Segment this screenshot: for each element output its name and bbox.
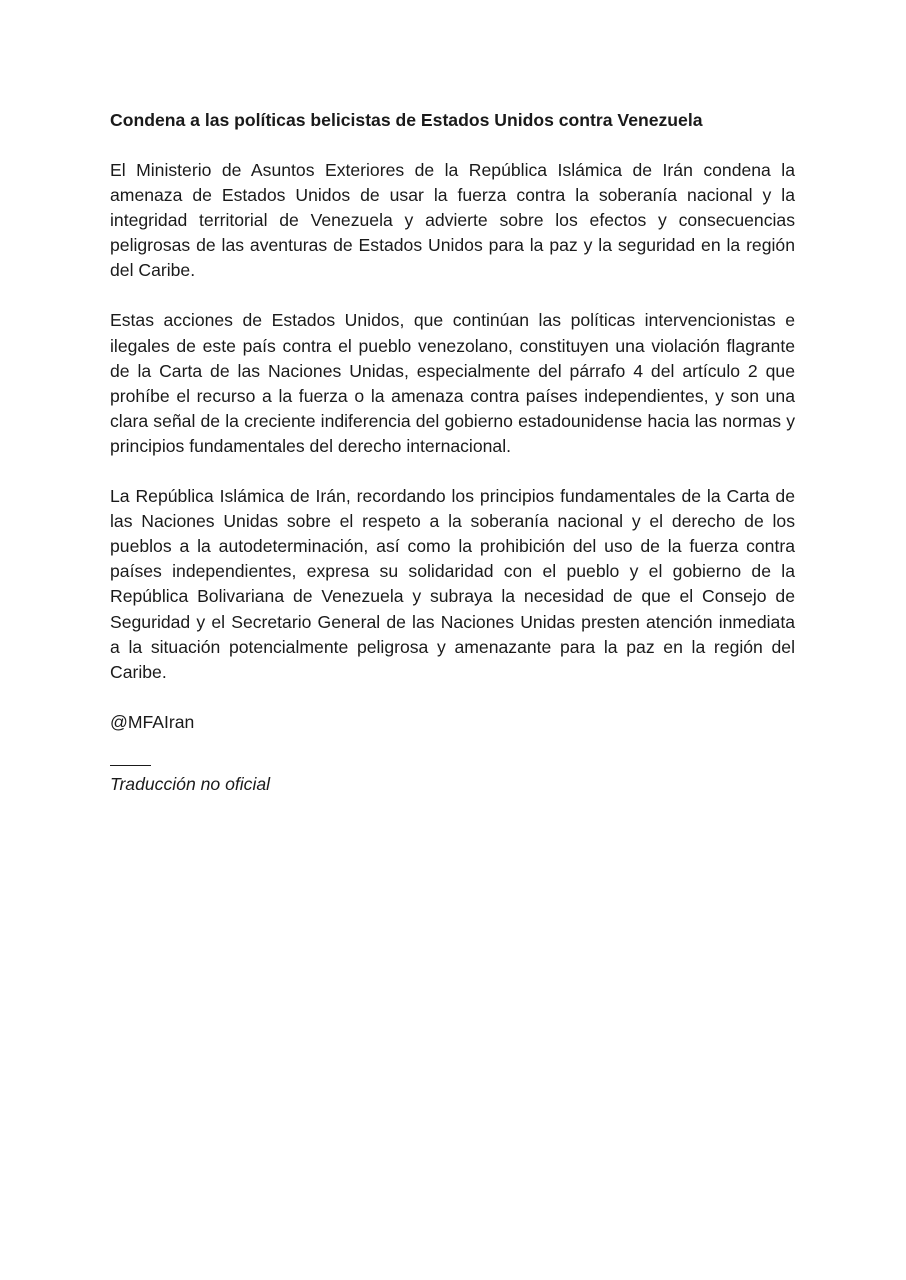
paragraph-1: El Ministerio de Asuntos Exteriores de la República Islámica de Irán condena la amenaza de Estados Unidos de usar la fuerza contra la soberanía nacional y la integridad territorial de Venezuela y advierte sobre los efectos y consecuencias peligrosas de las aventuras de Estados Unidos para la paz y la seguridad en la región del Caribe.: [110, 160, 795, 281]
paragraph-3: La República Islámica de Irán, recordando los principios fundamentales de la Carta de las Naciones Unidas sobre el respeto a la soberanía nacional y el derecho de los pueblos a la autodeterminación, así como la prohibición del uso de la fuerza contra países independientes, expresa su solidaridad con el pueblo y el gobierno de la República Bolivariana de Venezuela y subraya la necesidad de que el Consejo de Seguridad y el Secretario General de las Naciones Unidas presten atención inmediata a la situación potencialmente peligrosa y amenazante para la paz en la región del Caribe.: [110, 486, 795, 682]
footnote-divider: [110, 765, 151, 766]
translation-note: Traducción no oficial: [110, 773, 271, 794]
document-page: [110, 108, 795, 797]
document-title: Condena a las políticas belicistas de Estados Unidos contra Venezuela: [110, 110, 703, 130]
paragraph-2: Estas acciones de Estados Unidos, que continúan las políticas intervencionistas e ilegales de este país contra el pueblo venezolano, constituyen una violación flagrante de la Carta de las Naciones Unidas, especialmente del párrafo 4 del artículo 2 que prohíbe el recurso a la fuerza o la amenaza contra países independientes, y son una clara señal de la creciente indiferencia del gobierno estadounidense hacia las normas y principios fundamentales del derecho internacional.: [110, 310, 795, 456]
twitter-handle: @MFAIran: [110, 711, 195, 732]
